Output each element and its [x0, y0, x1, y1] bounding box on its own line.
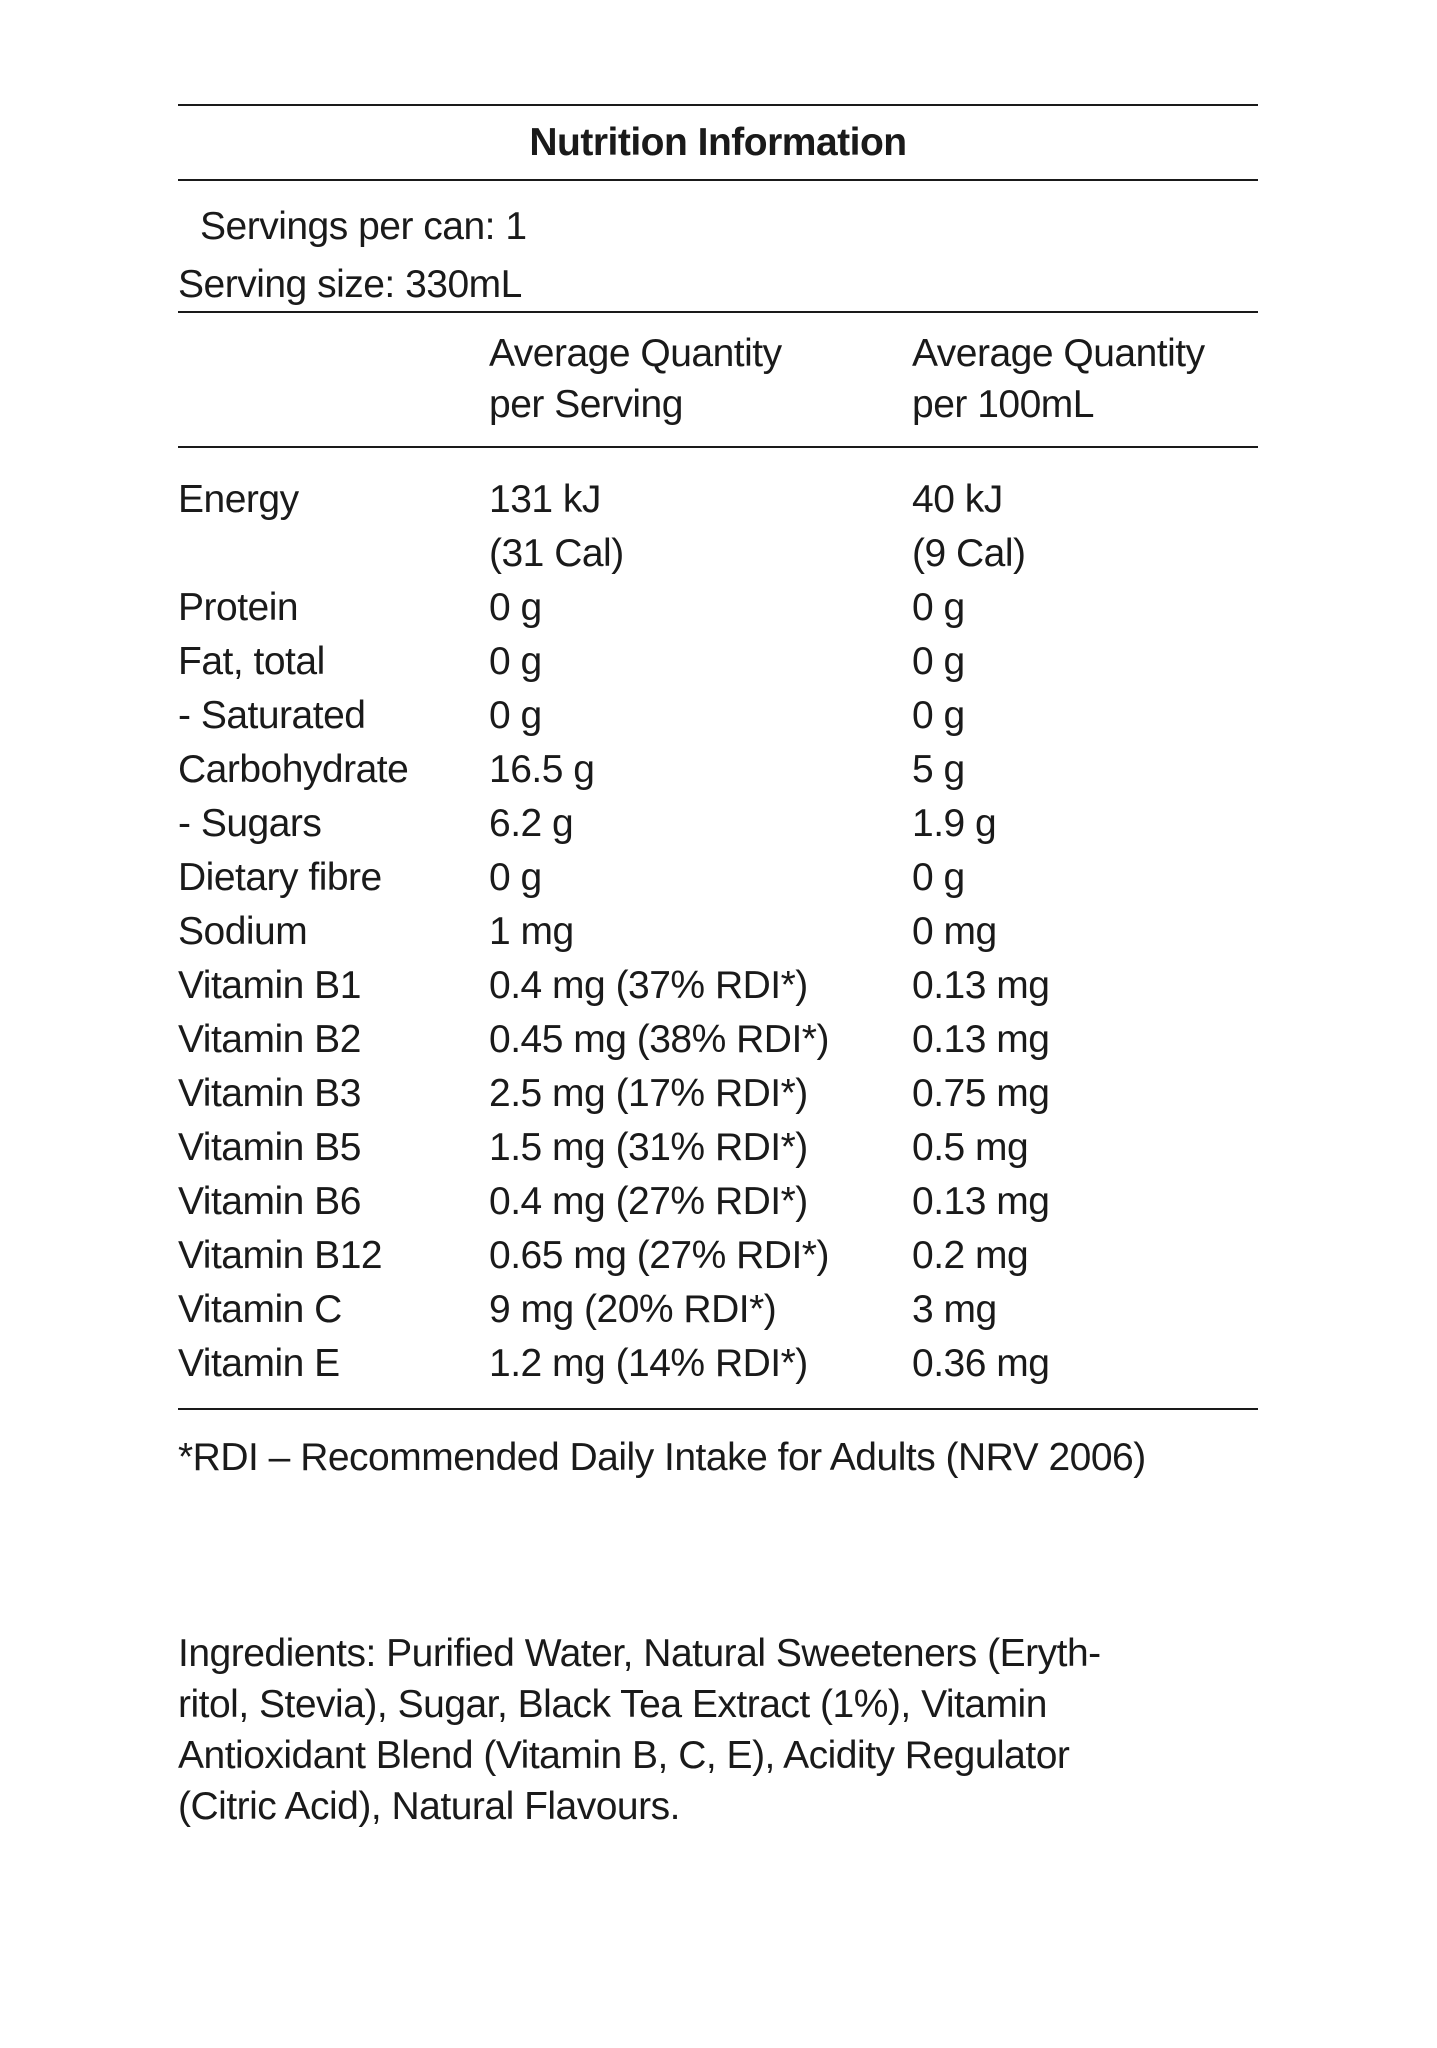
nutrient-name: Vitamin B5	[178, 1126, 361, 1169]
nutrient-name: Vitamin B12	[178, 1234, 383, 1277]
header-per-100ml	[912, 328, 1205, 430]
table-row	[178, 851, 1258, 905]
table-row	[178, 635, 1258, 689]
per-100ml-value-line: 40 kJ	[912, 478, 1003, 521]
servings-per-can: Servings per can: 1	[200, 205, 527, 248]
per-serving-value: 1.5 mg (31% RDI*)	[489, 1126, 808, 1169]
nutrient-name: Sodium	[178, 910, 308, 953]
per-serving-value: 0.65 mg (27% RDI*)	[489, 1234, 829, 1277]
nutrient-name: Protein	[178, 586, 299, 629]
per-100ml-value: 3 mg	[912, 1288, 997, 1331]
header-per-100ml-line: per 100mL	[912, 383, 1094, 426]
per-100ml-value: 0 g	[912, 586, 965, 629]
nutrient-name: Dietary fibre	[178, 856, 382, 899]
nutrient-name: Vitamin B6	[178, 1180, 361, 1223]
table-row	[178, 1337, 1258, 1391]
per-100ml-value: 0 g	[912, 640, 965, 683]
per-serving-value: 0 g	[489, 856, 542, 899]
nutrient-name: Vitamin B1	[178, 964, 361, 1007]
nutrition-panel	[178, 104, 1258, 1483]
per-100ml-value: 0 g	[912, 856, 965, 899]
ingredients-line: Ingredients: Purified Water, Natural Sweeteners (Eryth-	[178, 1632, 1101, 1675]
nutrient-name: - Sugars	[178, 802, 322, 845]
per-serving-value: 1.2 mg (14% RDI*)	[489, 1342, 808, 1385]
per-100ml-value: 0.13 mg	[912, 1180, 1050, 1223]
per-100ml-value: 0 g	[912, 694, 965, 737]
per-serving-value: 2.5 mg (17% RDI*)	[489, 1072, 808, 1115]
per-serving-value-line: 131 kJ	[489, 478, 601, 521]
table-row	[178, 473, 1258, 581]
per-serving-value: 0.45 mg (38% RDI*)	[489, 1018, 829, 1061]
per-serving-value: 9 mg (20% RDI*)	[489, 1288, 777, 1331]
per-100ml-value: 1.9 g	[912, 802, 997, 845]
panel-title: Nutrition Information	[529, 120, 907, 164]
nutrient-name: - Saturated	[178, 694, 366, 737]
per-100ml-value: 5 g	[912, 748, 965, 791]
serving-info	[178, 181, 1258, 311]
per-serving-value-line: (31 Cal)	[489, 532, 624, 575]
nutrient-name: Carbohydrate	[178, 748, 409, 791]
per-serving-value: 0.4 mg (37% RDI*)	[489, 964, 808, 1007]
table-row	[178, 581, 1258, 635]
per-serving-value	[489, 473, 624, 581]
header-per-100ml-line: Average Quantity	[912, 332, 1205, 375]
header-per-serving	[489, 328, 782, 430]
column-header	[178, 313, 1258, 446]
per-serving-value: 0 g	[489, 640, 542, 683]
per-serving-value: 0 g	[489, 694, 542, 737]
table-row	[178, 1121, 1258, 1175]
nutrient-name: Vitamin C	[178, 1288, 342, 1331]
per-100ml-value	[912, 473, 1026, 581]
rdi-footnote: *RDI – Recommended Daily Intake for Adults (NRV 2006)	[178, 1436, 1146, 1479]
per-serving-value: 16.5 g	[489, 748, 595, 791]
per-100ml-value: 0.2 mg	[912, 1234, 1029, 1277]
serving-size: Serving size: 330mL	[178, 263, 522, 306]
per-100ml-value-line: (9 Cal)	[912, 532, 1026, 575]
per-100ml-value: 0.13 mg	[912, 964, 1050, 1007]
ingredients-line: (Citric Acid), Natural Flavours.	[178, 1785, 680, 1828]
ingredients-line: ritol, Stevia), Sugar, Black Tea Extract (1%), Vitamin	[178, 1683, 1047, 1726]
table-row	[178, 743, 1258, 797]
ingredients-text	[178, 1628, 1238, 1832]
table-row	[178, 1067, 1258, 1121]
nutrient-name: Vitamin B2	[178, 1018, 361, 1061]
per-serving-value: 6.2 g	[489, 802, 574, 845]
nutrient-name: Vitamin B3	[178, 1072, 361, 1115]
header-per-serving-line: per Serving	[489, 383, 683, 426]
per-100ml-value: 0.13 mg	[912, 1018, 1050, 1061]
per-serving-value: 0.4 mg (27% RDI*)	[489, 1180, 808, 1223]
nutrient-name: Fat, total	[178, 640, 325, 683]
table-row	[178, 689, 1258, 743]
table-row	[178, 797, 1258, 851]
bottom-rule	[178, 1408, 1258, 1410]
header-per-serving-line: Average Quantity	[489, 332, 782, 375]
table-row	[178, 1013, 1258, 1067]
nutrient-name: Vitamin E	[178, 1342, 340, 1385]
table-row	[178, 1175, 1258, 1229]
table-row	[178, 1283, 1258, 1337]
nutrient-rows	[178, 448, 1258, 1408]
table-row	[178, 1229, 1258, 1283]
nutrient-name: Energy	[178, 478, 299, 521]
table-row	[178, 959, 1258, 1013]
per-100ml-value: 0.75 mg	[912, 1072, 1050, 1115]
table-row	[178, 905, 1258, 959]
per-100ml-value: 0 mg	[912, 910, 997, 953]
per-serving-value: 0 g	[489, 586, 542, 629]
per-serving-value: 1 mg	[489, 910, 574, 953]
ingredients-line: Antioxidant Blend (Vitamin B, C, E), Acidity Regulator	[178, 1734, 1070, 1777]
per-100ml-value: 0.5 mg	[912, 1126, 1029, 1169]
per-100ml-value: 0.36 mg	[912, 1342, 1050, 1385]
